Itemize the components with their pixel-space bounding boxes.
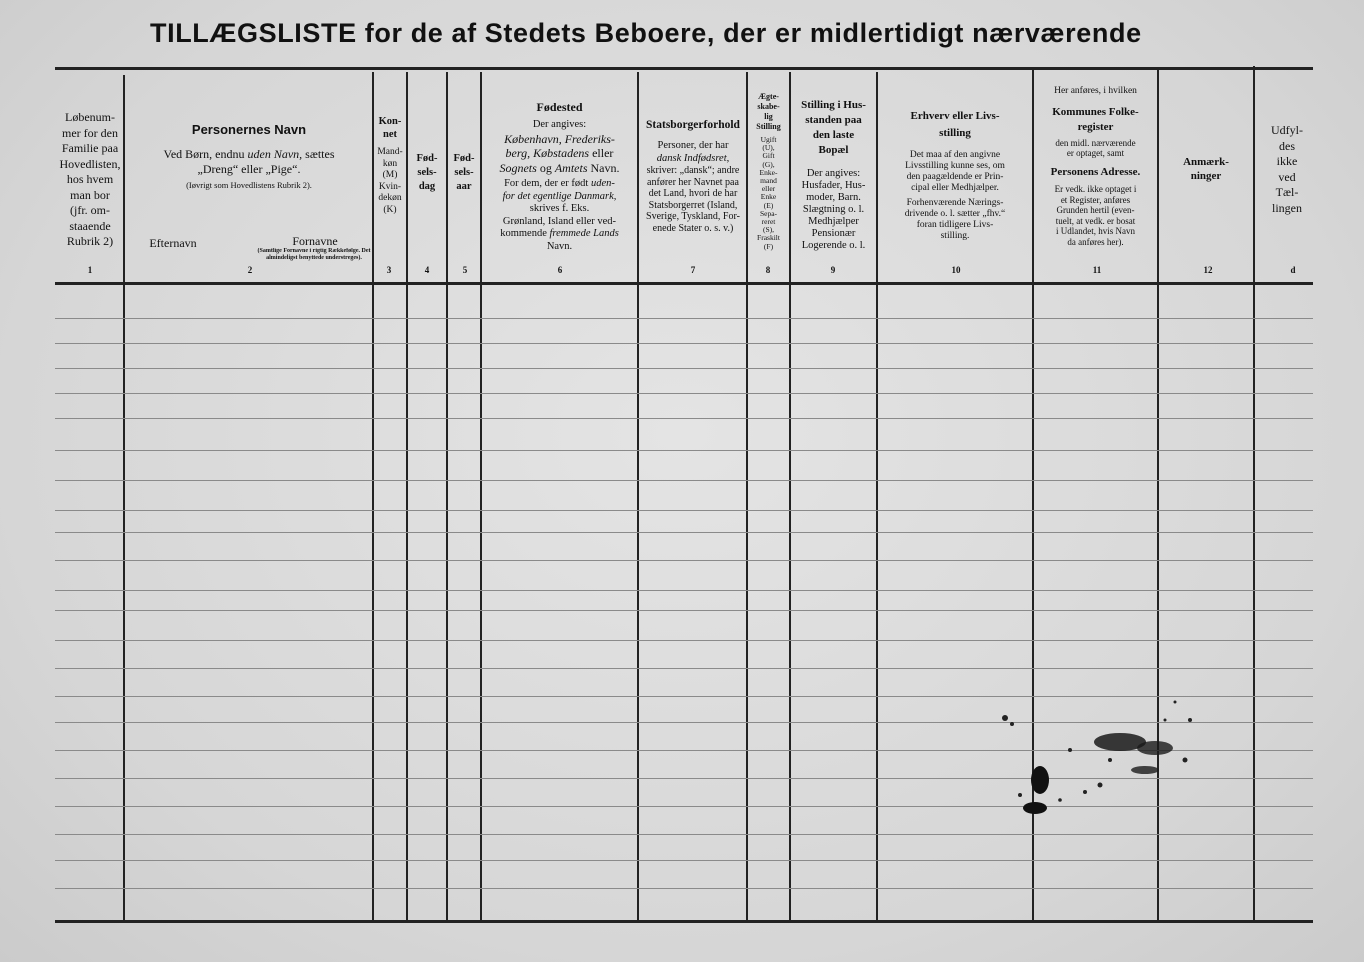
ruled-line [55,590,1313,591]
col2-text3: (Iøvrigt som Hovedlistens Rubrik 2). [186,180,312,190]
col-divider [446,72,448,922]
col3-text: Mand- køn (M) Kvin- dekøn (K) [377,147,403,215]
col7-header [639,118,747,234]
col12-header: Anmærk- ninger [1183,156,1229,182]
ruled-line [55,834,1313,835]
ruled-line [55,343,1313,344]
ruled-line [55,668,1313,669]
ruled-line [55,393,1313,394]
ink-stain [990,690,1210,830]
col6-header [482,100,637,253]
col6-p5: kommende fremmede Lands [500,228,619,239]
col-d-number: d [1290,265,1296,275]
col6-p4: Grønland, Island eller ved- [502,215,617,227]
ruled-line [55,450,1313,451]
top-rule [55,67,1313,70]
col6-line2: berg, Købstadens eller [505,146,614,160]
col11-heading2: Personens Adresse. [1050,165,1141,178]
col6-sub: Der angives: [532,119,587,130]
col6-p1: For dem, der er født uden- [504,178,615,189]
col-divider [406,72,408,922]
col2-fornavne: Fornavne [292,234,338,248]
col11-heading: Kommunes Folke- register [1052,105,1139,133]
col4-header: Fød- sels- dag [416,153,438,192]
col12-number: 12 [1203,265,1213,275]
col1-number: 1 [87,265,93,275]
col10-number: 10 [951,265,961,275]
col-d-header: Udfyl- des ikke ved Tæl- lingen [1271,123,1303,215]
col6-p6: Navn. [546,240,573,252]
col3-header [374,116,406,216]
col6-italic1: København, Frederiks- [504,131,615,146]
col7-number: 7 [690,265,696,275]
ruled-line [55,860,1313,861]
col11-number: 11 [1092,265,1102,275]
col6-number: 6 [557,265,563,275]
col7-text: Personer, der har [657,140,729,151]
col9-text: Der angives: Husfader, Hus- moder, Barn. Slægtning o. l. Medhjælper Pensionær Logerende o. l. [801,168,866,251]
col9-header [791,98,876,252]
ruled-line [55,610,1313,611]
col7-rest: skriver: „dansk“; andre anfører her Navnet paa det Land, hvori de har Statsborgerret (Island, Sverige, Tyskland, For- enede Stater o. s. v.) [646,165,740,234]
col-divider [123,75,125,922]
col1-header: Løbenum- mer for den Familie paa Hovedlisten, hos hvem man bor (jfr. om- staaende Rubrik 2) [59,110,121,248]
ruled-line [55,560,1313,561]
col2-text2: „Dreng“ eller „Pige“. [197,161,301,176]
col2-header [128,122,370,190]
col11-pre: Her anføres, i hvilken [1054,86,1137,96]
col4-number: 4 [424,265,430,275]
col8-text: Ugift (U), Gift (G), Enke- mand eller Enke (E) Sepa- reret (S), Fraskilt (F) [757,135,780,251]
col5-header: Fød- sels- aar [453,153,475,192]
col10-heading: Erhverv eller Livs- stilling [910,110,1000,139]
col10-text: Det maa af den angivne Livsstilling kunne ses, om den paagældende er Prin- cipal eller Medhjælper. [905,150,1005,193]
col9-number: 9 [830,265,836,275]
col6-p3: skrives f. Eks. [529,203,590,214]
bottom-rule [55,920,1313,923]
col8-header [748,92,789,251]
col7-heading: Statsborgerforhold [646,119,740,131]
ruled-line [55,888,1313,889]
ruled-line [55,418,1313,419]
col6-p2: for det egentlige Danmark, [502,190,617,202]
page-title: TILLÆGSLISTE for de af Stedets Beboere, der er midlertidigt nærværende [150,18,1142,48]
col11-text: den midl. nærværende er optaget, samt [1055,137,1136,158]
ruled-line [55,480,1313,481]
col2-number: 2 [247,265,253,275]
ruled-line [55,640,1313,641]
col5-number: 5 [462,265,468,275]
col2-efternavn: Efternavn [149,236,197,250]
ruled-line [55,368,1313,369]
col10-text2: Forhenværende Nærings- drivende o. l. sætter „fhv.“ foran tidligere Livs- stilling. [904,198,1006,241]
ruled-line [55,510,1313,511]
col8-number: 8 [765,265,771,275]
col6-heading: Fødested [536,100,583,114]
col2-text1: Ved Børn, endnu uden Navn, sættes [163,147,335,161]
col-divider [1253,66,1255,922]
col10-header [878,108,1032,242]
col11-text2: Er vedk. ikke optaget i et Register, anføres Grunden hertil (even- tuelt, at vedk. er bosat i Udlandet, hvis Navn da anføres her). [1054,184,1137,247]
col3-number: 3 [386,265,392,275]
col2-fornavne-note: (Samtlige Fornavne i rigtig Rækkefølge. Det almindeligst benyttede understreges). [257,248,371,261]
col6-line3: Sognets og Amtets Navn. [499,160,620,175]
col7-italic: dansk Indfødsret, [656,152,730,164]
col8-heading: Ægte- skabe- lig Stilling [756,92,781,131]
header-bottom-rule [55,282,1313,285]
ruled-line [55,318,1313,319]
col9-heading: Stilling i Hus- standen paa den laste Bopæl [801,99,866,156]
col2-heading: Personernes Navn [191,122,307,137]
ruled-line [55,532,1313,533]
col3-heading: Kon- net [378,116,402,140]
col11-header [1034,85,1157,247]
